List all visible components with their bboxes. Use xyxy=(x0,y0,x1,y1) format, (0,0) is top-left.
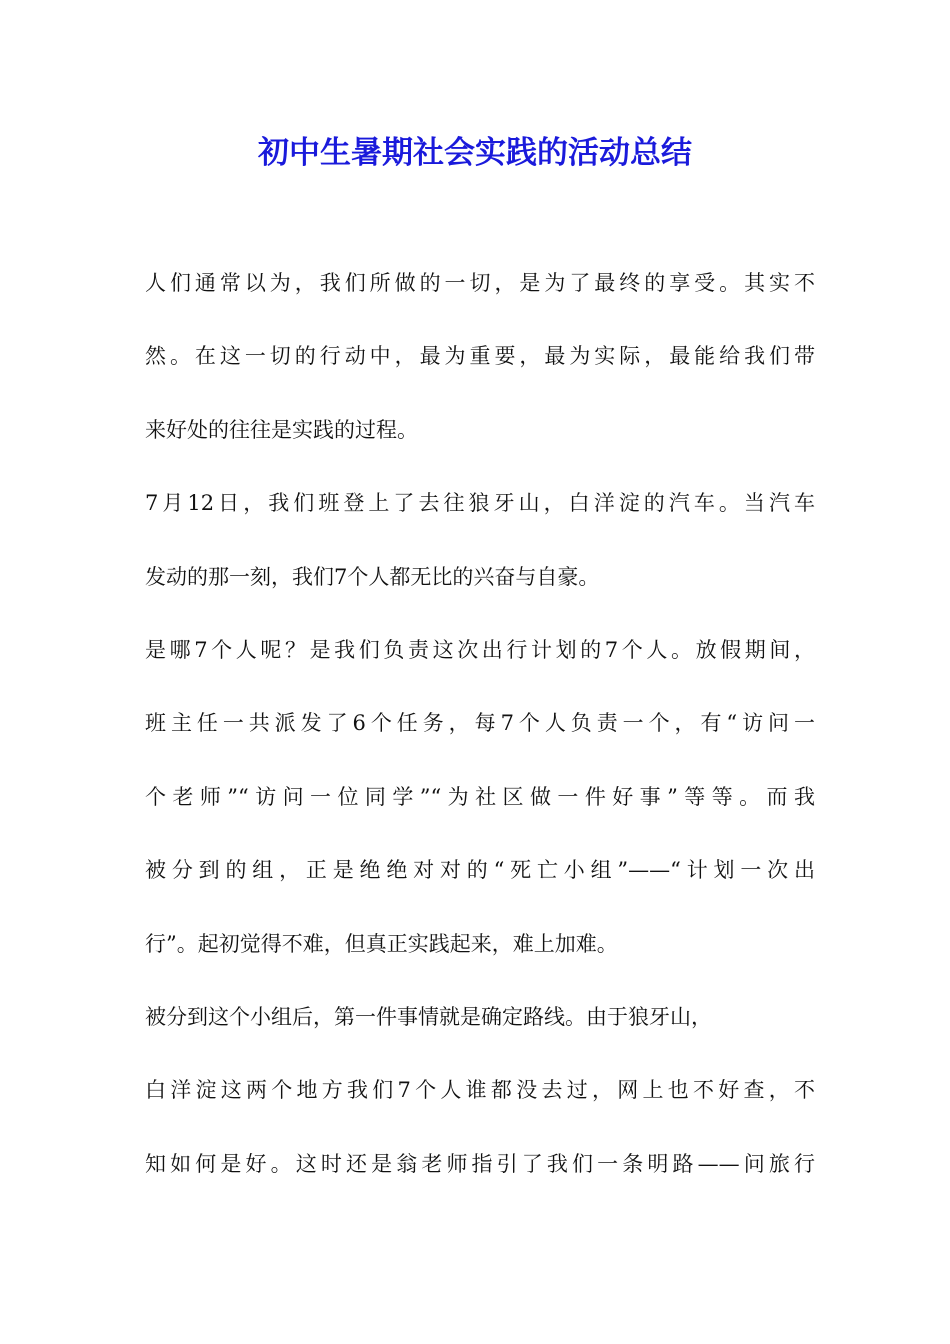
text-line: 白洋淀这两个地方我们7个人谁都没去过，网上也不好查，不 xyxy=(145,1078,815,1103)
text-line: 来好处的往往是实践的过程。 xyxy=(145,417,418,442)
text-line: 知如何是好。这时还是翁老师指引了我们一条明路——问旅行 xyxy=(145,1151,815,1176)
text-line: 个老师”“访问一位同学”“为社区做一件好事”等等。而我 xyxy=(145,784,815,809)
document-title: 初中生暑期社会实践的活动总结 xyxy=(258,135,692,171)
text-line: 是哪7个人呢？是我们负责这次出行计划的7个人。放假期间， xyxy=(145,637,815,662)
text-line: 班主任一共派发了6个任务，每7个人负责一个，有“访问一 xyxy=(145,711,815,736)
text-line: 行”。起初觉得不难，但真正实践起来，难上加难。 xyxy=(145,931,618,956)
text-line: 7月12日，我们班登上了去往狼牙山，白洋淀的汽车。当汽车 xyxy=(145,491,815,516)
text-line: 人们通常以为，我们所做的一切，是为了最终的享受。其实不 xyxy=(145,271,815,295)
text-line: 被分到这个小组后，第一件事情就是确定路线。由于狼牙山， xyxy=(145,1004,712,1029)
document-body xyxy=(145,258,815,1212)
text-line: 然。在这一切的行动中，最为重要，最为实际，最能给我们带 xyxy=(145,344,815,369)
text-line: 被分到的组，正是绝绝对对的“死亡小组”——“计划一次出 xyxy=(145,858,815,883)
text-line: 发动的那一刻，我们7个人都无比的兴奋与自豪。 xyxy=(145,564,600,589)
